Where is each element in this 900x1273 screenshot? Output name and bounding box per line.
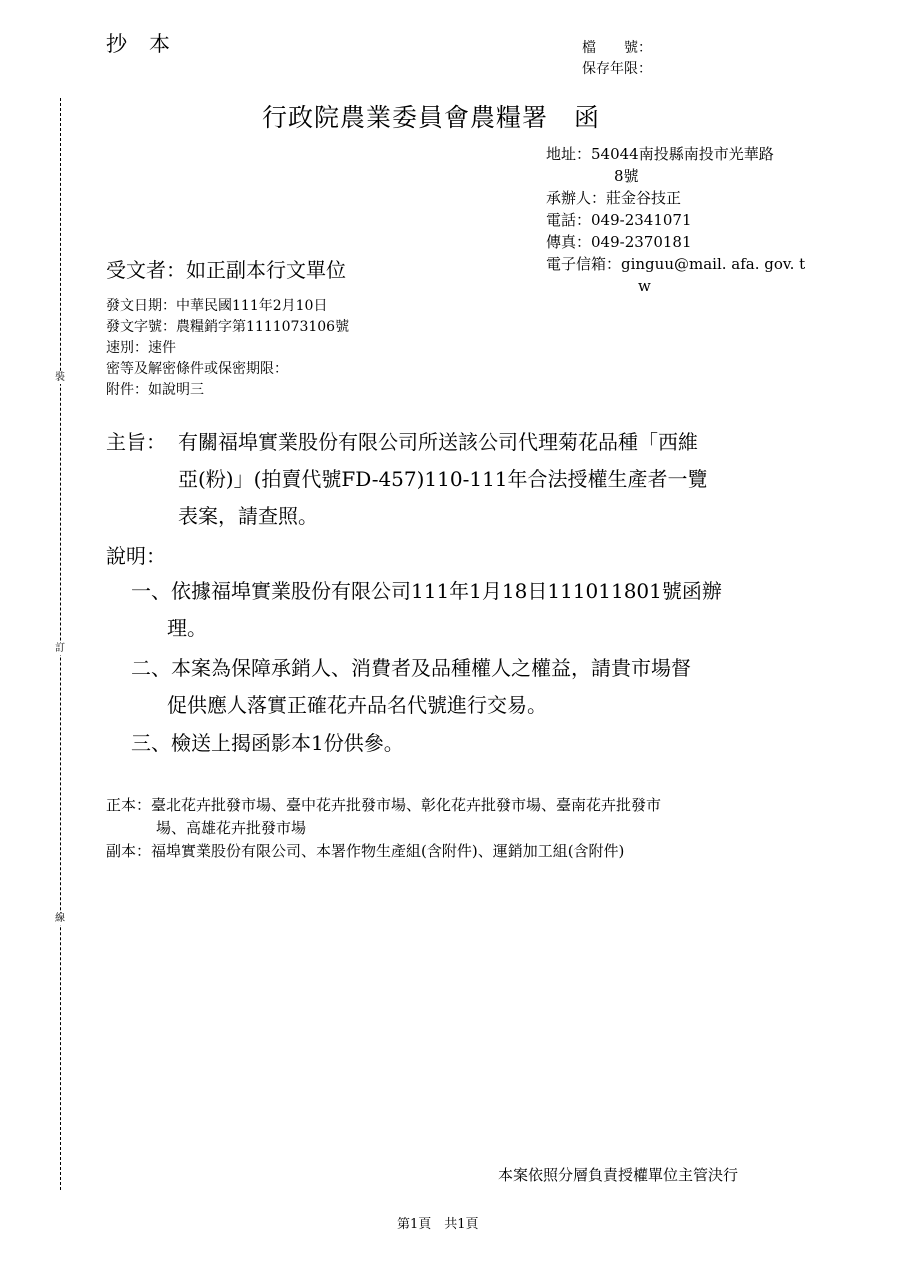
- binding-char-top: 裝: [55, 372, 65, 383]
- file-number-label: 檔 號：: [582, 40, 652, 56]
- description-item-continuation: 理。: [167, 616, 207, 640]
- description-heading: 說明：: [106, 544, 166, 568]
- document-number: 發文字號：農糧銷字第1111073106號: [106, 319, 350, 335]
- description-item-text: 一、依據福埠實業股份有限公司111年1月18日111011801號函辦: [131, 579, 722, 603]
- original-recipients-line1: 正本：臺北花卉批發市場、臺中花卉批發市場、彰化花卉批發市場、臺南花卉批發市: [106, 796, 662, 814]
- original-recipients-line2: 場、高雄花卉批發市場: [156, 819, 307, 837]
- retention-label: 保存年限：: [582, 61, 652, 77]
- email-line1: 電子信箱：ginguu@mail. afa. gov. t: [546, 255, 806, 273]
- delivery-speed: 速別：速件: [106, 340, 176, 356]
- distribution-block: [106, 794, 661, 863]
- fax: 傳真：049-2370181: [546, 233, 692, 251]
- copy-mark: 抄本: [106, 32, 192, 56]
- recipient: 受文者：如正副本行文單位: [106, 258, 346, 282]
- subject-line: 亞(粉)」(拍賣代號FD-457)110-111年合法授權生產者一覽: [178, 467, 708, 491]
- subject-line: 表案，請查照。: [178, 504, 318, 528]
- document-meta: [106, 296, 349, 401]
- contact-block: [546, 143, 805, 297]
- description-item-text: 三、檢送上揭函影本1份供參。: [131, 731, 404, 755]
- description-item-3: [131, 725, 404, 762]
- issue-date: 發文日期：中華民國111年2月10日: [106, 298, 328, 314]
- description-item-1: [131, 573, 722, 647]
- description-item-continuation: 促供應人落實正確花卉品名代號進行交易。: [167, 693, 547, 717]
- copy-recipients: 副本：福埠實業股份有限公司、本署作物生產組(含附件)、運銷加工組(含附件): [106, 842, 625, 860]
- binding-char-bottom: 線: [55, 913, 65, 924]
- handler: 承辦人：莊金谷技正: [546, 189, 682, 207]
- security-level: 密等及解密條件或保密期限：: [106, 361, 288, 377]
- subject-line: 有關福埠實業股份有限公司所送該公司代理菊花品種「西維: [178, 430, 698, 454]
- description-item-2: [131, 650, 691, 724]
- email-line2: w: [638, 277, 651, 295]
- description-item-text: 二、本案為保障承銷人、消費者及品種權人之權益，請貴市場督: [131, 656, 691, 680]
- subject-block: [106, 424, 816, 535]
- address-line1: 地址：54044南投縣南投市光華路: [546, 145, 774, 163]
- authorization-note: 本案依照分層負責授權單位主管決行: [498, 1166, 739, 1184]
- address-line2: 8號: [614, 167, 639, 185]
- phone: 電話：049-2341071: [546, 211, 692, 229]
- binding-char-middle: 訂: [55, 643, 65, 654]
- subject-heading: 主旨：: [106, 430, 166, 454]
- attachment: 附件：如說明三: [106, 382, 204, 398]
- file-meta: [582, 38, 652, 80]
- page-number: 第1頁 共1頁: [397, 1217, 479, 1232]
- document-title: 行政院農業委員會農糧署 函: [262, 103, 601, 132]
